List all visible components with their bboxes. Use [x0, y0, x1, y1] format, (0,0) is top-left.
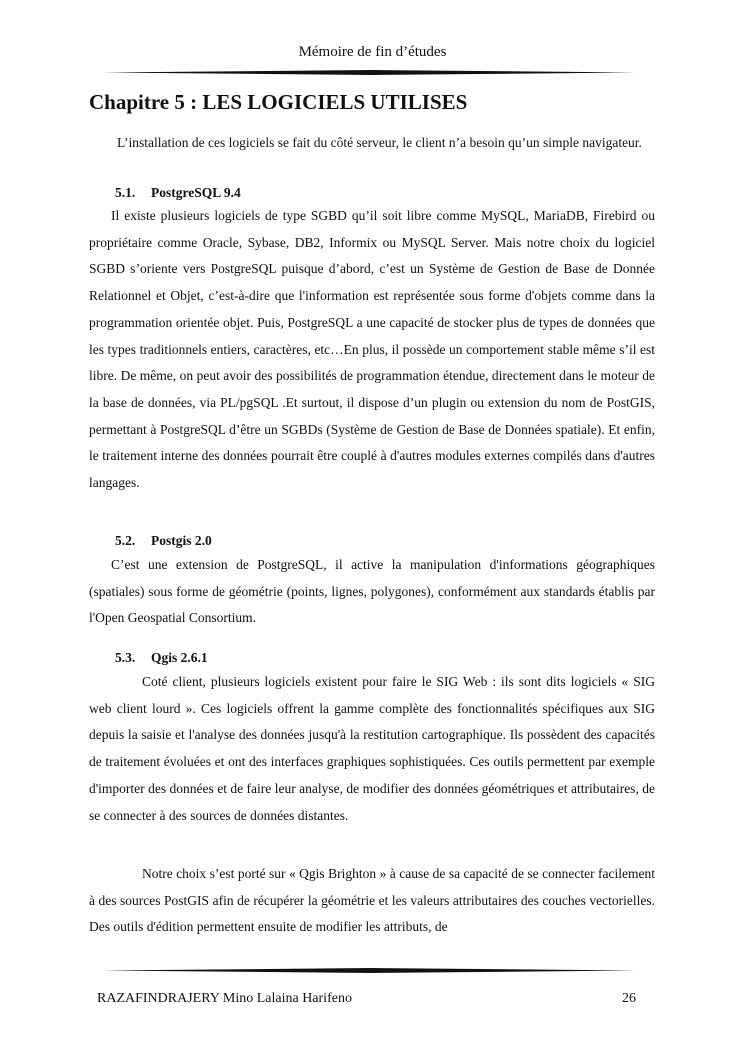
page-number: 26: [622, 991, 636, 1006]
footer-author: RAZAFINDRAJERY Mino Lalaina Harifeno: [97, 991, 352, 1006]
section-title: Postgis 2.0: [151, 533, 212, 548]
section-number: 5.3.: [115, 650, 136, 665]
section-title: Qgis 2.6.1: [151, 650, 208, 665]
running-header: Mémoire de fin d’études: [298, 44, 447, 60]
header-rule: [103, 70, 641, 75]
section-heading-5-3: [115, 650, 208, 666]
section-title: PostgreSQL 9.4: [151, 185, 241, 200]
section-heading-5-2: [115, 533, 212, 549]
section-number: 5.1.: [115, 185, 136, 200]
section-heading-5-1: [115, 185, 241, 201]
paragraph-postgresql: Il existe plusieurs logiciels de type SGBD qu’il soit libre comme MySQL, MariaDB, Firebird ou propriétaire comme Oracle, Sybase, DB2, Informix ou MySQL Server. Mais notre choix du logiciel SGBD s’oriente vers PostgreSQL puisque d’abord, c’est un Système de Gestion de Base de Donnée Relationnel et Objet, c’est-à-dire que l'information est représentée sous forme d'objets comme dans la programmation orientée objet. Puis, PostgreSQL a une capacité de stocker plus de types de données que les types traditionnels entiers, caractères, etc…En plus, il possède un comportement stable même s’il est libre. De même, on peut avoir des possibilités de programmation étendue, directement dans le moteur de la base de données, via PL/pgSQL .Et surtout, il dispose d’un plugin ou extension du nom de PostGIS, permettant à PostgreSQL d’être un SGBDs (Système de Gestion de Base de Données spatiale). Et enfin, le traitement interne des données pourrait être couplé à d'autres modules externes compilés dans d'autres langages.: [89, 208, 655, 491]
intro-paragraph: L’installation de ces logiciels se fait du côté serveur, le client n’a besoin qu’un simple navigateur.: [117, 135, 642, 150]
paragraph-qgis-client: Coté client, plusieurs logiciels existent pour faire le SIG Web : ils sont dits logiciels « SIG web client lourd ». Ces logiciels offrent la gamme complète des fonctionnalités spécifiques aux SIG depuis la saisie et l'analyse des données jusqu'à la restitution cartographique. Ils possèdent des capacités de traitement évoluées et ont des interfaces graphiques sophistiquées. Ces outils permettent par exemple d'importer des données et de faire leur analyse, de modifier des données géométriques et attributaires, de se connecter à des sources de données distantes.: [89, 674, 655, 823]
paragraph-postgis: C’est une extension de PostgreSQL, il active la manipulation d'informations géographiques (spatiales) sous forme de géométrie (points, lignes, polygones), conformément aux standards établis par l'Open Geospatial Consortium.: [89, 557, 655, 626]
paragraph-qgis-choice: Notre choix s’est porté sur « Qgis Brighton » à cause de sa capacité de se connecter facilement à des sources PostGIS afin de récupérer la géométrie et les valeurs attributaires des couches vectorielles. Des outils d'édition permettent ensuite de modifier les attributs, de: [89, 866, 655, 935]
chapter-title: Chapitre 5 : LES LOGICIELS UTILISES: [89, 90, 468, 114]
footer-rule: [103, 968, 641, 973]
section-number: 5.2.: [115, 533, 136, 548]
